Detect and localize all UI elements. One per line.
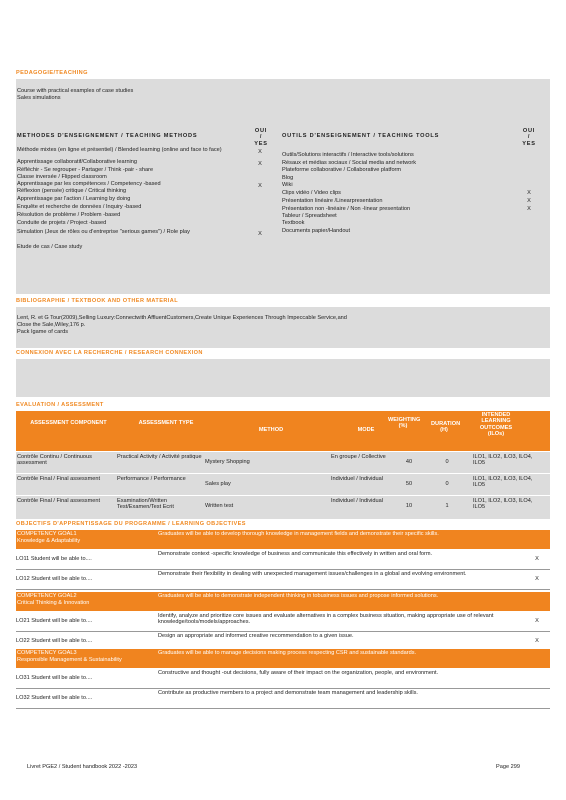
eval-header-component: ASSESSMENT COMPONENT (30, 420, 107, 426)
eval-type: Examination/Written Test/Examen/Test Ecrit (117, 498, 174, 511)
lo-code: LO12 Student will be able to.... (16, 576, 93, 582)
eval-component: Contrôle Final / Final assessment (17, 498, 101, 504)
method-item: Apprentissage collaboratif/Collaborative learning (17, 159, 138, 165)
eval-method: Mystery Shopping (205, 459, 250, 465)
method-item: Réfléchir - Se regrouper - Partager / Think -pair - share (17, 167, 154, 173)
lo-text: Demonstrate context -specific knowledge of business and communicate this effectively in written and oral form. (158, 551, 433, 557)
eval-mode: Individuel / Individual (331, 498, 383, 504)
bibliographie-block (16, 307, 550, 348)
eval-duration: 0 (445, 459, 449, 465)
method-item: Simulation (Jeux de rôles ou d'entreprise "serious games") / Role play (17, 229, 190, 235)
goal-title: COMPETENCY GOAL2 (17, 593, 77, 599)
method-yes: X (258, 231, 262, 237)
bibliographie-text-1: Lent, R. et G Tour(2009),Selling Luxury:Connectwith AffluentCustomers,Create Unique Experiences Through Impeccable Service,and (17, 315, 347, 321)
learning-objective-row (16, 612, 550, 632)
eval-type: Performance / Performance (117, 476, 186, 482)
bibliographie-title: BIBLIOGRAPHIE / TEXTBOOK AND OTHER MATERIAL (16, 298, 179, 304)
learning-objective-row (16, 669, 550, 689)
competency-goal-header (16, 649, 550, 668)
pedagogie-block (16, 79, 550, 294)
tool-item: Clips vidéo / Video clips (282, 190, 341, 196)
method-item: Réflexion (pensée) critique / Critical thinking (17, 188, 127, 194)
tool-yes: X (527, 206, 531, 212)
tool-yes: X (527, 190, 531, 196)
tool-item: Wiki (282, 182, 293, 188)
pedagogie-text-1: Course with practical examples of case studies (17, 88, 134, 94)
method-item: Conduite de projets / Project -based (17, 220, 107, 226)
goal-description: Graduates will be able to develop thorough knowledge in management fields and demonstrate their specific skills. (158, 531, 439, 537)
methods-yes-header: OUI / YES (254, 128, 268, 147)
eval-weighting: 40 (405, 459, 413, 465)
competency-goal-header (16, 530, 550, 549)
tool-item: Blog (282, 175, 294, 181)
goal-description: Graduates will be able to demonstrate independent thinking in tobusiness issues and propose informed solutions. (158, 593, 439, 599)
eval-method: Sales play (205, 481, 231, 487)
method-item: Apprentissage par l'action / Learning by doing (17, 196, 131, 202)
learning-objective-row (16, 570, 550, 590)
footer-left: Livret PGE2 / Student handbook 2022 -2023 (27, 764, 138, 770)
method-yes: X (258, 149, 262, 155)
lo-text: Constructive and thought -out decisions, fully aware of their impact on the organization, people, and environment. (158, 670, 439, 676)
eval-weighting: 50 (405, 481, 413, 487)
evaluation-row (16, 495, 550, 519)
evaluation-row (16, 451, 550, 473)
eval-duration: 1 (445, 503, 449, 509)
goal-subtitle: Responsible Management & Sustainability (17, 657, 122, 663)
goal-title: COMPETENCY GOAL1 (17, 531, 77, 537)
eval-ilos: ILO1, ILO2, ILO3, ILO4, ILO5 (473, 476, 533, 489)
lo-code: LO32 Student will be able to.... (16, 695, 93, 701)
goal-title: COMPETENCY GOAL3 (17, 650, 77, 656)
lo-code: LO31 Student will be able to.... (16, 675, 93, 681)
goal-subtitle: Critical Thinking & Innovation (17, 600, 90, 606)
lo-text: Identify, analyze and prioritize core issues and evaluate alternatives in a complex business situation, making appropriate use of relevant knowledge/tools/models/approaches. (158, 613, 494, 626)
pedagogie-text-2: Sales simulations (17, 95, 61, 101)
eval-mode: Individuel / Individual (331, 476, 383, 482)
tool-item: Documents papier/Handout (282, 228, 351, 234)
eval-component: Contrôle Continu / Continuous assessment (17, 454, 92, 467)
lo-text: Contribute as productive members to a project and demonstrate team management and leadership skills. (158, 690, 418, 696)
goal-description: Graduates will be able to manage decisions making process respecting CSR and sustainable standards. (158, 650, 417, 656)
pedagogie-title: PEDAGOGIE/TEACHING (16, 70, 88, 76)
competency-goal-header (16, 592, 550, 611)
eval-header-weighting: WEIGHTING (%) (388, 417, 421, 430)
tool-item: Présentation linéaire /Linearpresentation (282, 198, 383, 204)
footer-right: Page 299 (496, 764, 520, 770)
eval-weighting: 10 (405, 503, 413, 509)
learning-objective-row (16, 550, 550, 570)
goal-subtitle: Knowledge & Adaptability (17, 538, 81, 544)
eval-method: Written test (205, 503, 234, 509)
eval-duration: 0 (445, 481, 449, 487)
lo-mark: X (535, 618, 539, 624)
eval-ilos: ILO1, ILO2, ILO3, ILO4, ILO5 (473, 454, 533, 467)
tool-item: Résaux et médias sociaux / Social media and network (282, 160, 417, 166)
method-item: Résolution de problème / Problem -based (17, 212, 121, 218)
learning-objective-row (16, 689, 550, 709)
connexion-block (16, 359, 550, 397)
eval-mode: En groupe / Collective (331, 454, 386, 460)
eval-type: Practical Activity / Activité pratique (117, 454, 202, 460)
lo-text: Design an appropriate and informed creative recommendation to a given issue. (158, 633, 354, 639)
lo-code: LO11 Student will be able to.... (16, 556, 92, 562)
lo-text: Demonstrate their flexibility in dealing with unexpected management issues/challenges in a global and evolving environment. (158, 571, 467, 577)
eval-header-duration: DURATION (H) (431, 421, 461, 434)
methods-header: METHODES D'ENSEIGNEMENT / TEACHING METHODS (17, 133, 198, 139)
evaluation-table (16, 411, 550, 519)
eval-header-mode: MODE (357, 427, 375, 433)
objectifs-title: OBJECTIFS D'APPRENTISSAGE DU PROGRAMME / LEARNING OBJECTIVES (16, 521, 246, 527)
method-yes: X (258, 161, 262, 167)
lo-mark: X (535, 638, 539, 644)
evaluation-header-row (16, 411, 550, 451)
eval-component: Contrôle Final / Final assessment (17, 476, 101, 482)
evaluation-title: EVALUATION / ASSESSMENT (16, 402, 104, 408)
eval-header-ilos: INTENDED LEARNING OUTCOMES (ILOs) (479, 412, 513, 438)
evaluation-row (16, 473, 550, 495)
method-item: Apprentissage par les compétences / Competency -based (17, 181, 161, 187)
tool-item: Plateforme collaborative / Collaborative platform (282, 167, 402, 173)
method-item: Méthode mixtes (en ligne et présentiel) / Blended learning (online and face to face) (17, 147, 222, 153)
bibliographie-text-2: Close the Sale,Wiley,176 p. (17, 322, 86, 328)
method-item: Classe inversée / Flipped classroom (17, 174, 107, 180)
lo-mark: X (535, 556, 539, 562)
lo-code: LO22 Student will be able to.... (16, 638, 93, 644)
eval-header-method: METHOD (258, 427, 284, 433)
tool-item: Outils/Solutions interactifs / Interactive tools/solutions (282, 152, 414, 158)
eval-ilos: ILO1, ILO2, ILO3, ILO4, ILO5 (473, 498, 533, 511)
method-item: Etude de cas / Case study (17, 244, 83, 250)
lo-code: LO21 Student will be able to.... (16, 618, 93, 624)
lo-mark: X (535, 576, 539, 582)
eval-header-type: ASSESSMENT TYPE (138, 420, 194, 426)
tool-item: Tableur / Spreadsheet (282, 213, 337, 219)
method-yes: X (258, 183, 262, 189)
connexion-title: CONNEXION AVEC LA RECHERCHE / RESEARCH CONNEXION (16, 350, 203, 356)
tool-yes: X (527, 198, 531, 204)
tool-item: Présentation non -linéaire / Non -linear presentation (282, 206, 411, 212)
tools-header: OUTILS D'ENSEIGNEMENT / TEACHING TOOLS (282, 133, 440, 139)
bibliographie-text-3: Pack Igame of cards (17, 329, 68, 335)
tool-item: Textbook (282, 220, 305, 226)
method-item: Enquête et recherche de données / Inquiry -based (17, 204, 142, 210)
tools-yes-header: OUI / YES (522, 128, 536, 147)
